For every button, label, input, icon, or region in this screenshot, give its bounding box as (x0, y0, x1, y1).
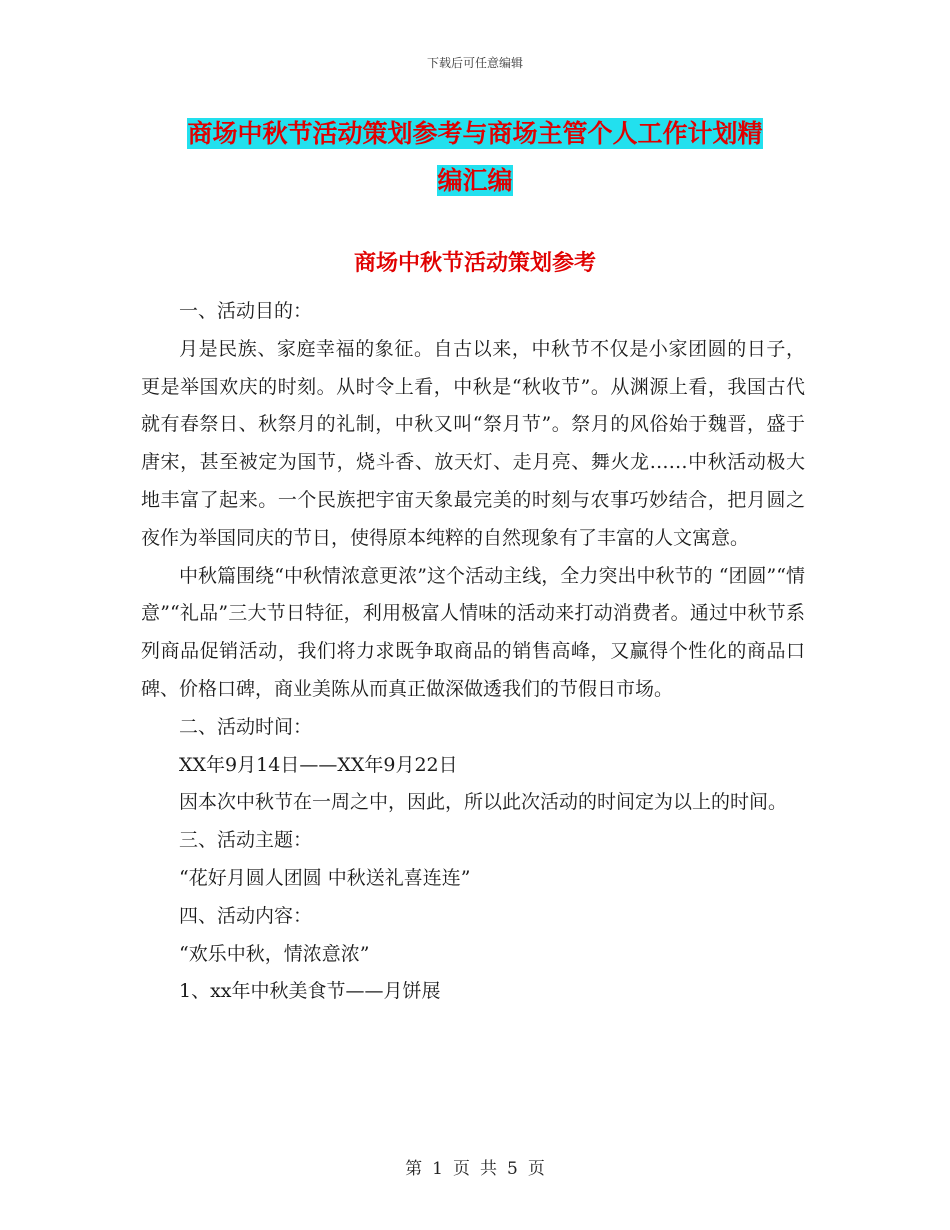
document-title-line1: 商场中秋节活动策划参考与商场主管个人工作计划精 (187, 119, 763, 148)
heading-purpose: 一、活动目的： (179, 300, 313, 322)
page-footer (0, 1154, 950, 1179)
paragraph: “欢乐中秋，情浓意浓” (179, 942, 370, 965)
current-page-number: 1 (432, 1159, 443, 1179)
paragraph: “花好月圆人团圆 中秋送礼喜连连” (179, 866, 471, 889)
footer-page-unit: 页 (453, 1159, 470, 1179)
paragraph: 中秋篇围绕“中秋情浓意更浓”这个活动主线，全力突出中秋节的 “团圆”“情意”“礼品”三大节日特征，利用极富人情味的活动来打动消费者。通过中秋节系列商品促销活动，我们将力求既争取商品的销售高峰，又赢得个性化的商品口碑、价格口碑，商业美陈从而真正做深做透我们的节假日市场。 (141, 564, 805, 700)
footer-total-prefix: 共 (480, 1159, 497, 1179)
paragraph: XX年9月14日——XX年9月22日 (179, 753, 458, 776)
footer-total-unit: 页 (527, 1159, 545, 1179)
paragraph: 月是民族、家庭幸福的象征。自古以来，中秋节不仅是小家团圆的日子，更是举国欢庆的时刻。从时令上看，中秋是“秋收节”。从渊源上看，我国古代就有春祭日、秋祭月的礼制，中秋又叫“祭月节”。祭月的风俗始于魏晋，盛于唐宋，甚至被定为国节，烧斗香、放天灯、走月亮、舞火龙……中秋活动极大地丰富了起来。一个民族把宇宙天象最完美的时刻与农事巧妙结合，把月圆之夜作为举国同庆的节日，使得原本纯粹的自然现象有了丰富的人文寓意。 (141, 337, 805, 549)
paragraph: 1、xx年中秋美食节——月饼展 (179, 980, 441, 1003)
document-title-line2: 编汇编 (437, 166, 513, 195)
header-note: 下载后可任意编辑 (426, 56, 523, 70)
section-title: 商场中秋节活动策划参考 (353, 251, 596, 276)
total-pages: 5 (507, 1159, 518, 1179)
heading-time: 二、活动时间： (179, 715, 313, 738)
document-title (140, 110, 810, 204)
heading-content: 四、活动内容： (179, 904, 313, 927)
footer-prefix: 第 (405, 1159, 423, 1179)
heading-theme: 三、活动主题： (179, 829, 313, 852)
document-body (141, 293, 805, 1011)
paragraph: 因本次中秋节在一周之中，因此，所以此次活动的时间定为以上的时间。 (179, 791, 788, 814)
